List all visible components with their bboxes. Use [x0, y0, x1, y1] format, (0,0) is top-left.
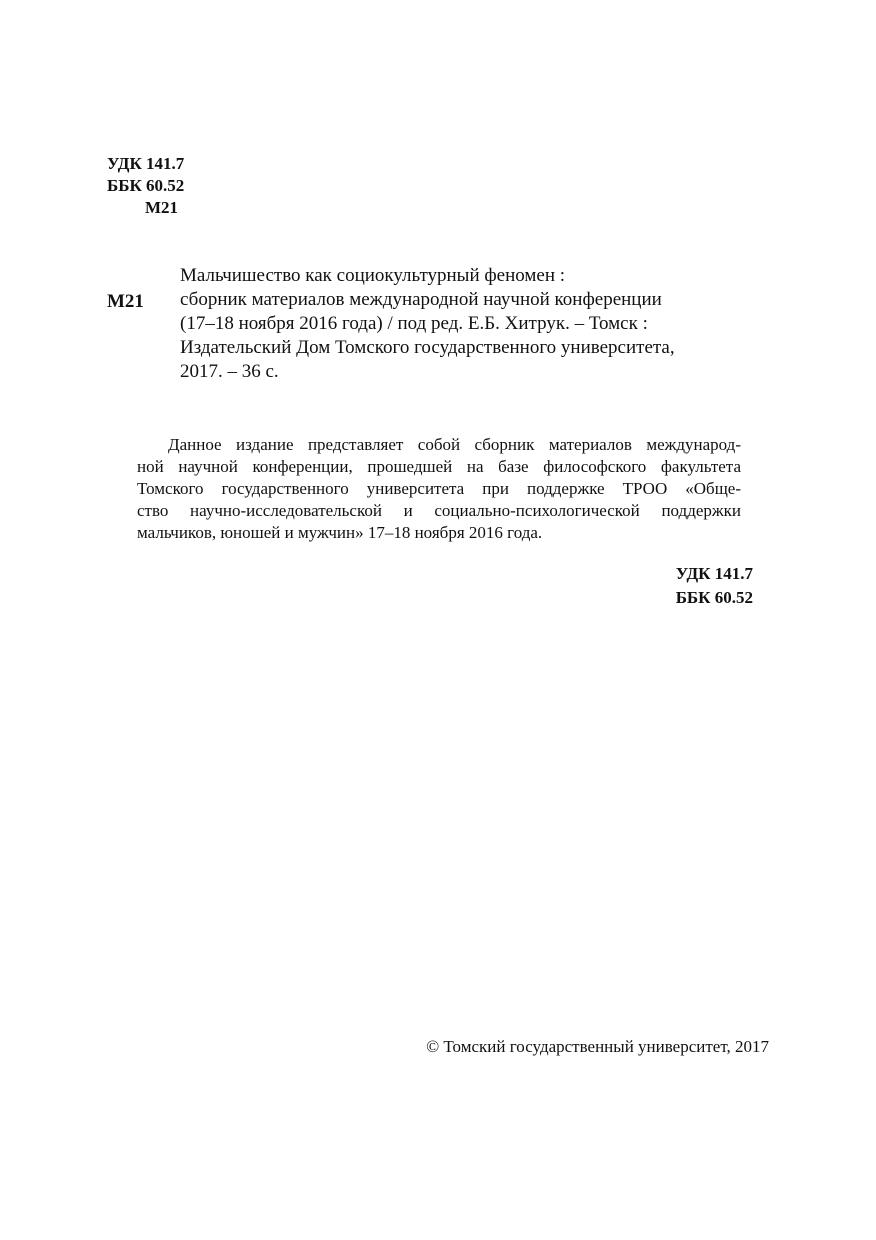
author-mark-side: М21 [107, 291, 144, 312]
bib-line: Издательский Дом Томского государственного университета, [180, 337, 675, 358]
copyright-notice: © Томский государственный университет, 2017 [426, 1037, 769, 1056]
annotation-line: ство научно-исследовательской и социально-психологической поддержки [137, 501, 741, 520]
bib-line: Мальчишество как социокультурный феномен : [180, 265, 566, 286]
bbk-code: ББК 60.52 [675, 588, 753, 607]
bbk-code: ББК 60.52 [107, 176, 185, 195]
udk-code: УДК 141.7 [675, 564, 753, 583]
annotation-line: Томского государственного университета при поддержке ТРОО «Обще- [137, 479, 741, 498]
udk-code: УДК 141.7 [107, 154, 185, 173]
annotation-paragraph [137, 434, 741, 544]
bibliographic-record [180, 264, 780, 384]
classification-block-bottom [676, 562, 753, 610]
annotation-line: мальчиков, юношей и мужчин» 17–18 ноября 2016 года. [137, 523, 543, 542]
annotation-line: ной научной конференции, прошедшей на базе философского факультета [137, 457, 741, 476]
bib-line: сборник материалов международной научной конференции [180, 289, 662, 310]
bib-line: (17–18 ноября 2016 года) / под ред. Е.Б. Хитрук. – Томск : [180, 313, 648, 334]
classification-block-top [107, 153, 184, 219]
annotation-line: Данное издание представляет собой сборник материалов международ- [168, 435, 741, 454]
bib-line: 2017. – 36 с. [180, 361, 279, 382]
author-mark-code: М21 [145, 198, 179, 217]
